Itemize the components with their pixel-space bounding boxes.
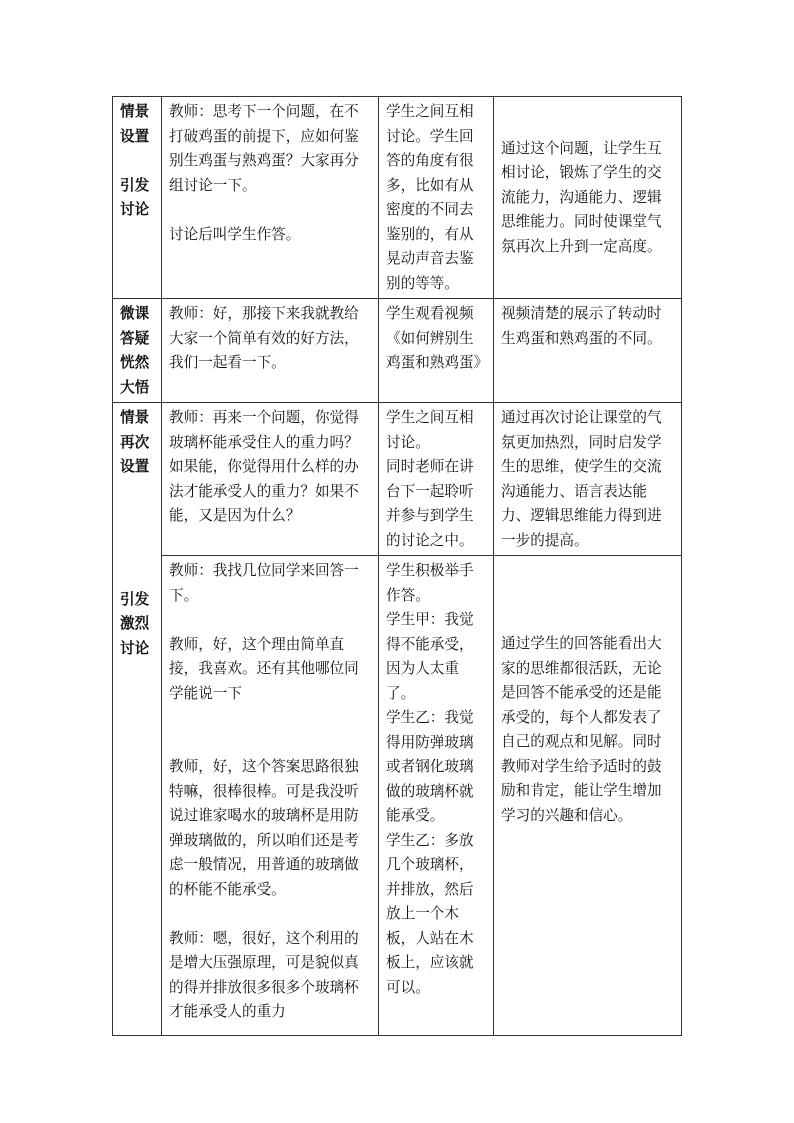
teacher-text: 讨论后叫学生作答。 <box>169 225 301 243</box>
teacher-activity-cell <box>162 403 379 556</box>
student-text: 同时老师在讲台下一起聆听并参与到学生的讨论之中。 <box>386 458 474 549</box>
stage-cell <box>113 299 162 403</box>
table-row <box>113 97 682 299</box>
table-row <box>113 299 682 403</box>
student-text: 学生甲：我觉得不能承受，因为人太重了。 <box>386 611 474 702</box>
student-activity-cell <box>379 97 494 299</box>
teacher-text: 教师：思考下一个问题，在不打破鸡蛋的前提下，应如何鉴别生鸡蛋与熟鸡蛋？大家再分组讨论一下。 <box>169 103 359 194</box>
stage-cell <box>113 97 162 299</box>
student-text: 学生之间互相讨论。 <box>386 409 474 451</box>
teacher-text: 教师：好，那接下来我就教给大家一个简单有效的好方法，我们一起看一下。 <box>169 305 359 371</box>
stage-cell <box>113 403 162 1036</box>
purpose-cell <box>494 403 682 556</box>
stage-label: 引发激烈讨论 <box>120 590 150 657</box>
stage-label: 引发讨论 <box>120 176 150 218</box>
student-text: 学生之间互相讨论。学生回答的角度有很多，比如有从密度的不同去鉴别的，有从晃动声音去鉴别的等等。 <box>386 103 474 292</box>
teacher-text: 教师：再来一个问题，你觉得玻璃杯能承受住人的重力吗？如果能，你觉得用什么样的办法才能承受人的重力？如果不能，又是因为什么？ <box>169 409 359 524</box>
student-activity-cell <box>379 403 494 556</box>
purpose-cell <box>494 299 682 403</box>
student-text: 学生乙：多放几个玻璃杯，并排放，然后放上一个木板，人站在木板上，应该就可以。 <box>386 831 474 996</box>
purpose-text: 通过这个问题，让学生互相讨论，锻炼了学生的交流能力，沟通能力、逻辑思维能力。同时使课堂气氛再次上升到一定高度。 <box>501 139 662 255</box>
purpose-cell <box>494 556 682 1036</box>
purpose-text: 视频清楚的展示了转动时生鸡蛋和熟鸡蛋的不同。 <box>501 305 662 347</box>
purpose-text: 通过再次讨论让课堂的气氛更加热烈，同时启发学生的思维，使学生的交流沟通能力、语言表达能力、逻辑思维能力得到进一步的提高。 <box>501 409 662 549</box>
teacher-activity-cell <box>162 97 379 299</box>
teacher-text: 教师，好，这个理由简单直接，我喜欢。还有其他哪位同学能说一下 <box>169 635 359 702</box>
student-text: 学生观看视频《如何辨别生鸡蛋和熟鸡蛋》 <box>386 305 489 371</box>
purpose-cell <box>494 97 682 299</box>
teacher-text: 教师，好，这个答案思路很独特嘛，很棒很棒。可是我没听说过谁家喝水的玻璃杯是用防弹玻璃做的，所以咱们还是考虑一般情况，用普通的玻璃做的杯能不能承受。 <box>169 758 359 898</box>
teacher-activity-cell <box>162 299 379 403</box>
lesson-plan-table <box>112 96 682 1036</box>
student-text: 学生乙：我觉得用防弹玻璃或者钢化玻璃做的玻璃杯就能承受。 <box>386 709 474 824</box>
stage-label: 微课答疑恍然大悟 <box>120 305 150 396</box>
stage-label: 情景再次设置 <box>120 409 150 475</box>
table-row <box>113 403 682 556</box>
stage-label: 情景设置 <box>120 103 150 145</box>
student-text: 学生积极举手作答。 <box>386 562 474 604</box>
teacher-text: 教师：嗯，很好，这个利用的是增大压强原理，可是貌似真的得并排放很多很多个玻璃杯才能承受人的重力 <box>169 929 359 1020</box>
teacher-text: 教师：我找几位同学来回答一下。 <box>169 562 359 604</box>
student-activity-cell <box>379 556 494 1036</box>
purpose-text: 通过学生的回答能看出大家的思维都很活跃，无论是回答不能承受的还是能承受的，每个人都发表了自己的观点和见解。同时教师对学生给予适时的鼓励和肯定，能让学生增加学习的兴趣和信心。 <box>501 635 662 824</box>
teacher-activity-cell <box>162 556 379 1036</box>
table-row <box>113 556 682 1036</box>
student-activity-cell <box>379 299 494 403</box>
